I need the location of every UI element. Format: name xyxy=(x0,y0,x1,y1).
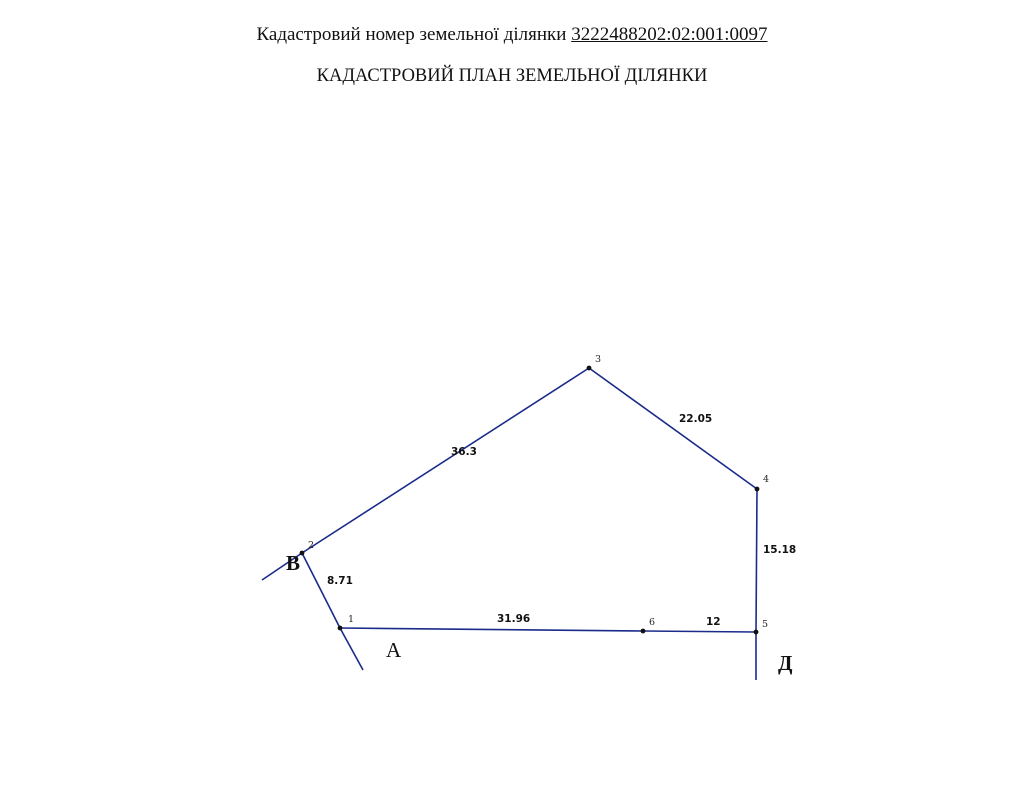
segment-length-1-6: 31.96 xyxy=(497,613,531,625)
vertex-label-3: 3 xyxy=(595,354,602,365)
boundary-segment-2-3 xyxy=(302,368,589,553)
vertex-label-1: 1 xyxy=(348,614,355,625)
vertex-label-6: 6 xyxy=(649,617,656,628)
segment-length-4-5: 15.18 xyxy=(763,544,797,556)
neighbor-label-b: В xyxy=(286,551,301,575)
neighbor-label-d: Д xyxy=(778,651,793,675)
vertex-point-3 xyxy=(587,366,592,371)
vertex-point-5 xyxy=(754,630,759,635)
segment-length-2-3: 36.3 xyxy=(451,446,477,458)
boundary-segment-4-5 xyxy=(756,489,757,632)
vertex-label-2: 2 xyxy=(308,540,315,551)
segment-length-6-5: 12 xyxy=(706,616,721,628)
plan-title: КАДАСТРОВИЙ ПЛАН ЗЕМЕЛЬНОЇ ДІЛЯНКИ xyxy=(316,66,708,86)
neighbor-label-a: А xyxy=(386,638,402,662)
segment-length-1-2: 8.71 xyxy=(327,575,353,587)
cadastral-number-value: 3222488202:02:001:0097 xyxy=(571,24,768,45)
neighbor-boundary-a-line xyxy=(340,628,363,670)
vertex-point-2 xyxy=(300,551,305,556)
vertex-point-1 xyxy=(338,626,343,631)
boundary-segment-3-4 xyxy=(589,368,757,489)
vertex-label-5: 5 xyxy=(762,619,769,630)
vertex-label-4: 4 xyxy=(763,474,770,485)
vertex-point-6 xyxy=(641,629,646,634)
vertex-point-4 xyxy=(755,487,760,492)
segment-length-3-4: 22.05 xyxy=(679,413,713,425)
boundary-segment-1-6 xyxy=(340,628,643,631)
boundary-segment-6-5 xyxy=(643,631,756,632)
cadastral-number-label: Кадастровий номер земельної ділянки xyxy=(256,24,567,45)
boundary-segment-1-2 xyxy=(302,553,340,628)
